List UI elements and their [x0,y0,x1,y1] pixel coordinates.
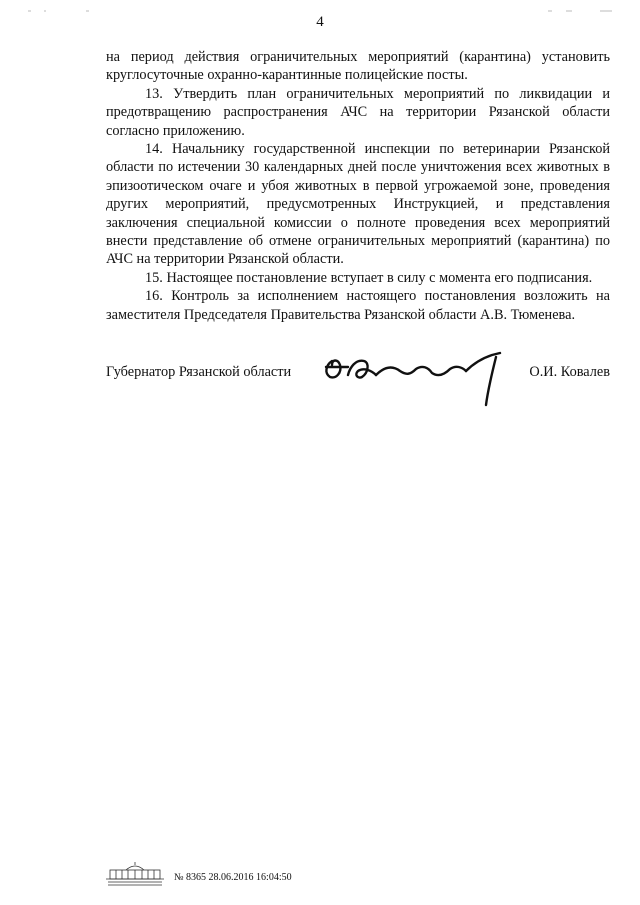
paragraph-14: 14. Начальнику государственной инспекции по ветеринарии Рязанской области по истечении 30 календарных дней после уничтожения всех животных в эпизоотическом очаге и убоя животных в первой угрожаемой зоне, проведения других мероприятий, предусмотренных Инструкцией, и представления заключения специальной комиссии о полноте проведения всех мероприятий внести представление об отмене ограничительных мероприятий (карантина) по АЧС на территории Рязанской области. [106,141,610,268]
signatory-name: О.И. Ковалев [529,364,610,380]
document-body [106,48,610,324]
document-footer [104,858,292,886]
signatory-title: Губернатор Рязанской области [106,364,292,380]
paragraph-13: 13. Утвердить план ограничительных мероприятий по ликвидации и предотвращению распространения АЧС на территории Рязанской области согласно приложению. [106,85,610,139]
building-logo-icon [104,860,166,886]
paragraph-15: 15. Настоящее постановление вступает в силу с момента его подписания. [145,269,593,286]
page-number: 4 [316,14,324,30]
paragraph-16: 16. Контроль за исполнением настоящего постановления возложить на заместителя Председателя Правительства Рязанской области А.В. Тюменева. [106,288,610,323]
document-registration-stamp: № 8365 28.06.2016 16:04:50 [174,872,292,883]
handwritten-signature [320,345,510,410]
paragraph-continuation: на период действия ограничительных мероприятий (карантина) установить круглосуточные охранно-карантинные полицейские посты. [106,49,610,84]
